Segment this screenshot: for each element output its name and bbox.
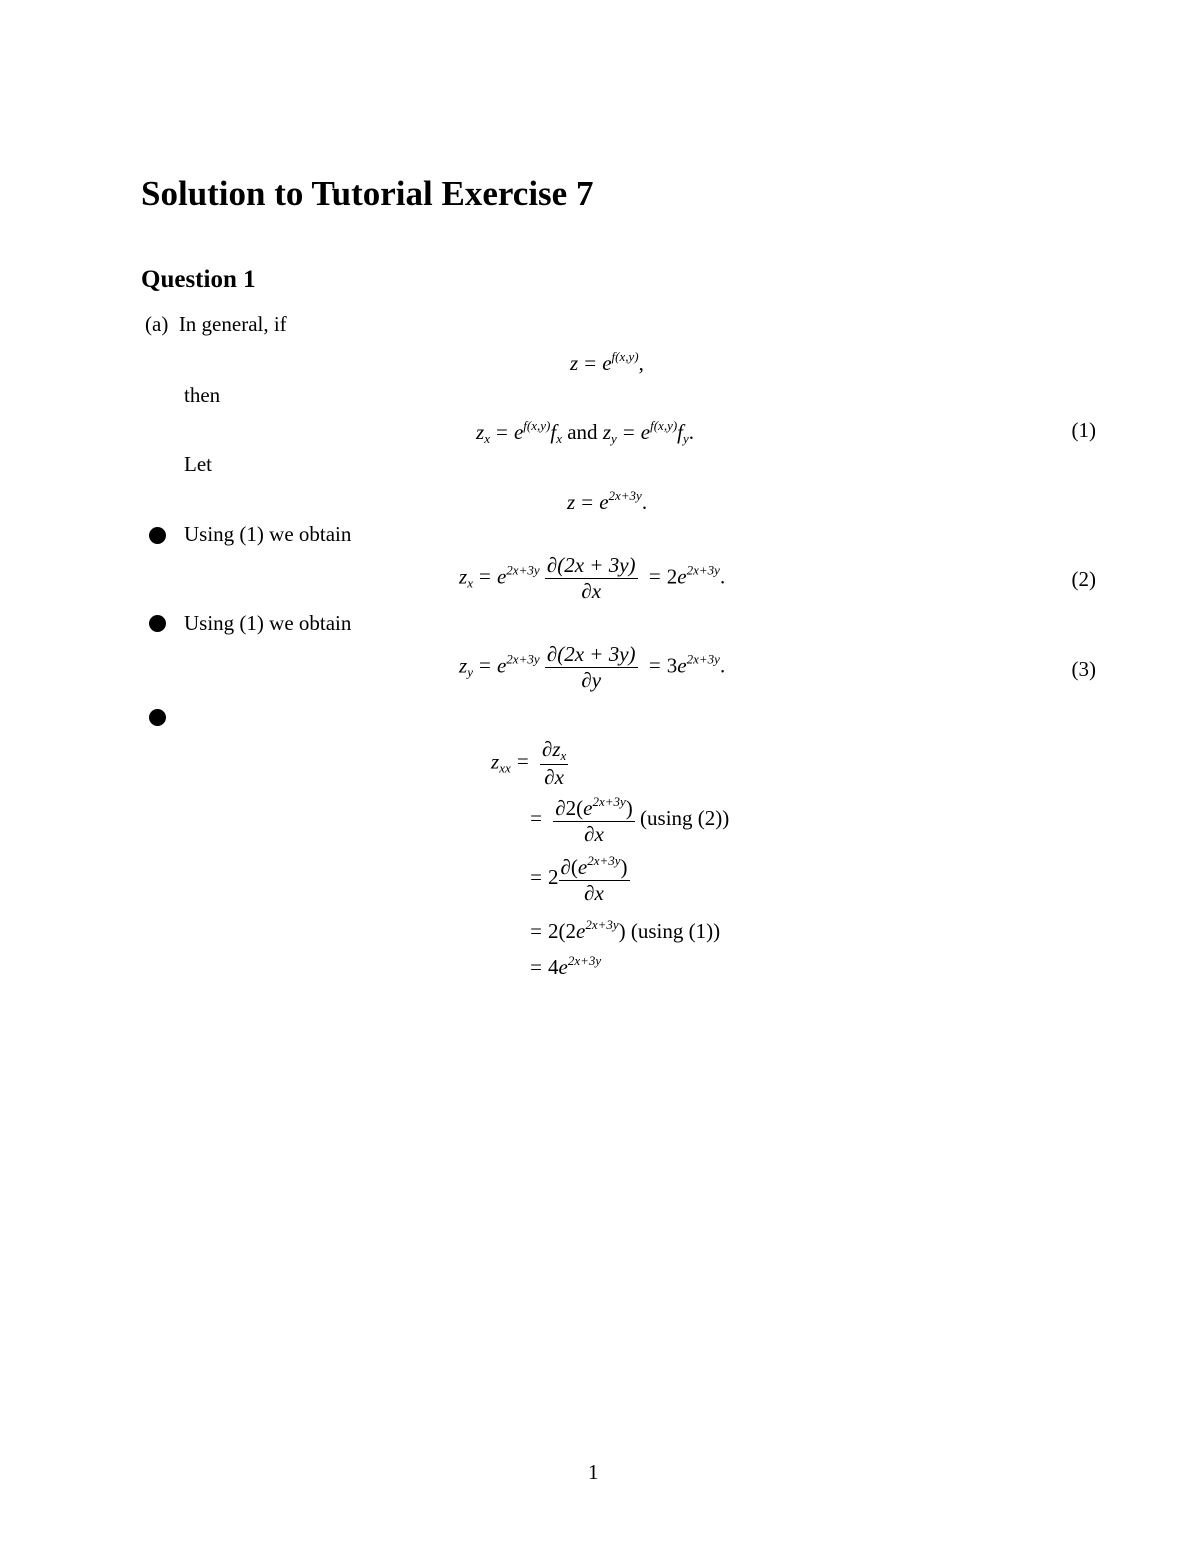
bullet-3 (149, 709, 166, 726)
equation-z-general: $z = e^{f(x,y)}$, (570, 349, 644, 375)
using-2-note: (using (2)) (640, 805, 730, 830)
document-title: Solution to Tutorial Exercise 7 (141, 174, 594, 213)
equation-3: $z_y = e^{2x+3y}$ $\frac{\partial(2x + 3y)}{\partial y}$ = $3e^{2x+3y}$. (459, 642, 726, 692)
zxx-line-2: = $\frac{\partial 2(e^{2x+3y})}{\partial x}$ (using (2)) (530, 794, 730, 846)
zxx-line-3: = 2 $\frac{\partial(e^{2x+3y})}{\partial x}$ (530, 853, 628, 905)
using-1-note: (using (1)) (630, 919, 721, 943)
part-a-intro (145, 314, 287, 335)
page-number: 1 (588, 1460, 599, 1484)
part-a-label: (a) (145, 312, 169, 336)
intro-text: In general, if (178, 312, 287, 336)
zxx-line-4: = $2(2e^{2x+3y})$ (using (1)) (530, 917, 721, 943)
bullet-1 (149, 527, 166, 544)
equation-2: $z_x = e^{2x+3y}$ $\frac{\partial(2x + 3y)}{\partial x}$ = $2e^{2x+3y}$. (459, 553, 726, 603)
let-text: Let (184, 452, 212, 476)
equation-z-defined: $z = e^{2x+3y}$. (567, 488, 648, 514)
using-1-text-second: Using (1) we obtain (184, 611, 352, 635)
equation-number-3: (3) (1071, 657, 1096, 681)
zxx-line-5: = $4e^{2x+3y}$ (530, 953, 602, 979)
zxx-line-1: $z_{xx}$ = $\frac{\partial z_x}{\partial x}$ (491, 737, 567, 789)
equation-number-2: (2) (1071, 567, 1096, 591)
equation-number-1: (1) (1071, 418, 1096, 442)
equation-1: $z_x = e^{f(x,y)}f_x$ and $z_y = e^{f(x,y)}f_y$. (476, 418, 695, 446)
bullet-2 (149, 615, 166, 632)
using-1-text-first: Using (1) we obtain (184, 522, 352, 546)
question-heading: Question 1 (141, 266, 256, 293)
then-text: then (184, 383, 221, 407)
